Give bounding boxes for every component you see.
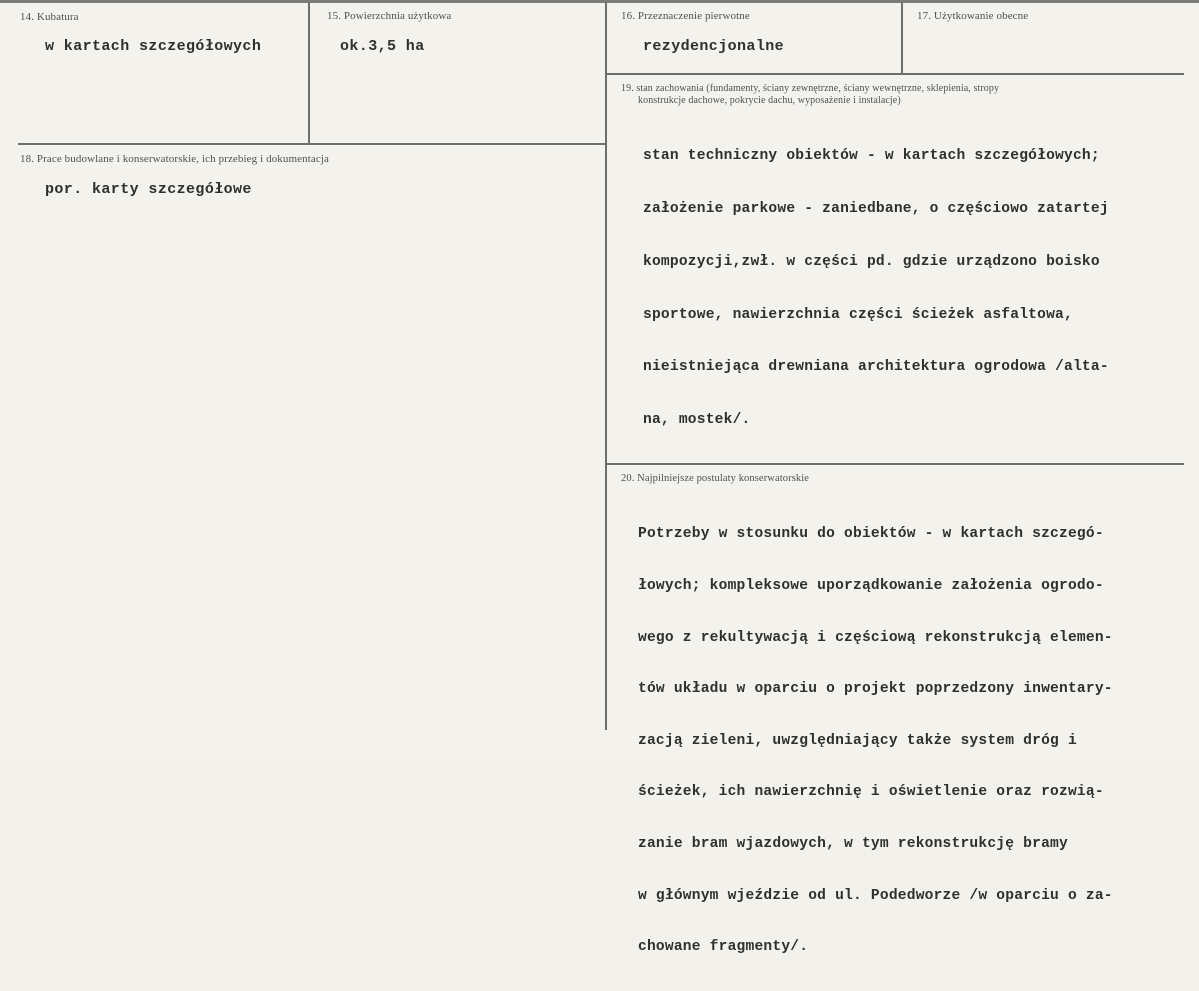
divider-h-14-18 (18, 143, 606, 145)
top-border (0, 0, 1199, 3)
field-18-value: por. karty szczegółowe (45, 181, 252, 198)
field-14-value: w kartach szczegółowych (45, 38, 262, 55)
field-18-label: 18. Prace budowlane i konserwatorskie, ich przebieg i dokumentacja (20, 153, 329, 165)
field-20-line-3: wego z rekultywacją i częściową rekonstrukcją elemen- (638, 629, 1113, 646)
field-19-line-4: sportowe, nawierzchnia części ścieżek asfaltowa, (643, 306, 1073, 323)
field-19-line-1: stan techniczny obiektów - w kartach szczegółowych; (643, 148, 1100, 165)
field-19-label-line-2: konstrukcje dachowe, pokrycie dachu, wyposażenie i instalacje) (638, 95, 901, 106)
divider-v-16-17 (901, 2, 903, 74)
field-17-label: 17. Użytkowanie obecne (917, 10, 1029, 22)
field-20-line-5: zacją zieleni, uwzględniający także system dróg i (638, 732, 1077, 749)
field-19-line-5: nieistniejąca drewniana architektura ogrodowa /alta- (643, 359, 1109, 376)
field-15-value: ok.3,5 ha (340, 38, 425, 55)
field-20-label: 20. Najpilniejsze postulaty konserwatorskie (621, 473, 810, 484)
divider-v-15-16 (605, 2, 607, 730)
field-20-line-2: łowych; kompleksowe uporządkowanie założenia ogrodo- (638, 578, 1104, 595)
field-19-line-3: kompozycji,zwł. w części pd. gdzie urządzono boisko (643, 253, 1100, 270)
field-20-line-9: chowane fragmenty/. (638, 939, 809, 956)
field-20-line-1: Potrzeby w stosunku do obiektów - w kartach szczegó- (638, 526, 1104, 543)
field-14-label: 14. Kubatura (20, 11, 79, 23)
divider-v-14-15 (308, 2, 310, 143)
field-20-line-8: w głównym wjeździe od ul. Podedworze /w oparciu o za- (638, 887, 1113, 904)
field-19-line-6: na, mostek/. (643, 412, 751, 429)
field-20-text (638, 492, 1113, 991)
field-16-value: rezydencjonalne (643, 38, 785, 55)
field-20-line-6: ścieżek, ich nawierzchnię i oświetlenie oraz rozwią- (638, 784, 1104, 801)
field-16-label: 16. Przeznaczenie pierwotne (621, 10, 750, 22)
field-19-text (643, 113, 1109, 465)
field-19-line-2: założenie parkowe - zaniedbane, o częściowo zatartej (643, 200, 1109, 217)
field-19-label-line-1: 19. stan zachowania (fundamenty, ściany zewnętrzne, ściany wewnętrzne, sklepienia, stropy (621, 83, 1000, 94)
field-15-label: 15. Powierzchnia użytkowa (327, 10, 452, 22)
divider-h-16-19 (607, 73, 1184, 75)
field-20-line-7: zanie bram wjazdowych, w tym rekonstrukcję bramy (638, 836, 1068, 853)
field-20-line-4: tów układu w oparciu o projekt poprzedzony inwentary- (638, 681, 1113, 698)
